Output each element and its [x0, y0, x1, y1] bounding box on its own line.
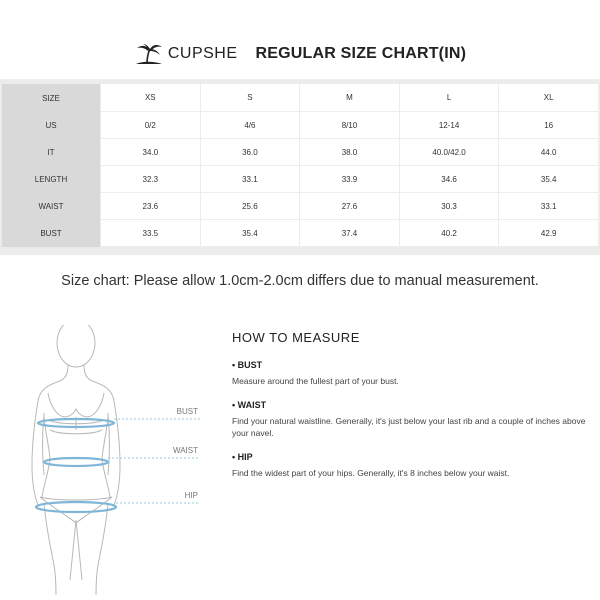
row-label: BUST	[2, 220, 100, 247]
hip-tape	[36, 502, 116, 512]
brand-name: CUPSHE	[167, 45, 238, 62]
table-cell: 16	[498, 112, 598, 139]
table-cell: XS	[100, 84, 200, 112]
how-to-measure	[232, 330, 592, 491]
table-cell: 36.0	[200, 139, 300, 166]
brand	[134, 43, 238, 65]
row-label: IT	[2, 139, 100, 166]
body-figure	[20, 325, 205, 595]
measure-item-desc: Find your natural waistline. Generally, it's just below your last rib and a couple of inches above your navel.	[232, 415, 586, 438]
table-cell: 40.2	[399, 220, 499, 247]
measure-item-label: • HIP	[232, 451, 253, 462]
table-cell: M	[299, 84, 399, 112]
table-cell: S	[200, 84, 300, 112]
table-row	[2, 112, 598, 139]
table-cell: XL	[498, 84, 598, 112]
palm-tree-icon	[134, 43, 164, 65]
table-cell: 33.9	[299, 166, 399, 193]
table-row	[2, 84, 598, 112]
table-cell: 30.3	[399, 193, 499, 220]
table-cell: 32.3	[100, 166, 200, 193]
table-cell: 33.1	[200, 166, 300, 193]
measure-item-desc: Measure around the fullest part of your bust.	[232, 376, 399, 386]
table-cell: 40.0/42.0	[399, 139, 499, 166]
table-cell: 35.4	[200, 220, 300, 247]
table-row	[2, 139, 598, 166]
table-cell: 33.1	[498, 193, 598, 220]
hip-label: HIP	[184, 491, 198, 500]
table-cell: 0/2	[100, 112, 200, 139]
table-cell: 37.4	[299, 220, 399, 247]
measure-item-bust	[232, 360, 592, 388]
measure-item-desc: Find the widest part of your hips. Generally, it's 8 inches below your waist.	[232, 467, 510, 478]
table-cell: 35.4	[498, 166, 598, 193]
table-cell: 12-14	[399, 112, 499, 139]
table-cell: 27.6	[299, 193, 399, 220]
measurement-note: Size chart: Please allow 1.0cm-2.0cm differs due to manual measurement.	[61, 273, 539, 289]
table-cell: 44.0	[498, 139, 598, 166]
measure-item-hip	[232, 452, 592, 480]
table-cell: 25.6	[200, 193, 300, 220]
row-label: US	[2, 112, 100, 139]
table-row	[2, 193, 598, 220]
table-cell: 42.9	[498, 220, 598, 247]
measure-item-label: • BUST	[232, 360, 263, 370]
table-cell: 33.5	[100, 220, 200, 247]
row-label: LENGTH	[2, 166, 100, 193]
chart-title: REGULAR SIZE CHART(IN)	[255, 45, 467, 62]
table-cell: 38.0	[299, 139, 399, 166]
table-cell: L	[399, 84, 499, 112]
size-chart-table	[2, 84, 598, 247]
table-cell: 23.6	[100, 193, 200, 220]
measure-item-label: • WAIST	[232, 399, 267, 410]
how-to-measure-title: HOW TO MEASURE	[232, 330, 360, 345]
table-row	[2, 220, 598, 247]
table-row	[2, 166, 598, 193]
table-cell: 4/6	[200, 112, 300, 139]
table-cell: 8/10	[299, 112, 399, 139]
waist-label: WAIST	[172, 446, 198, 455]
measure-item-waist	[232, 400, 592, 440]
page-header	[0, 40, 600, 68]
table-cell: 34.6	[399, 166, 499, 193]
row-label: WAIST	[2, 193, 100, 220]
waist-tape	[44, 458, 108, 466]
bust-label: BUST	[176, 407, 198, 416]
row-label: SIZE	[2, 84, 100, 112]
table-cell: 34.0	[100, 139, 200, 166]
